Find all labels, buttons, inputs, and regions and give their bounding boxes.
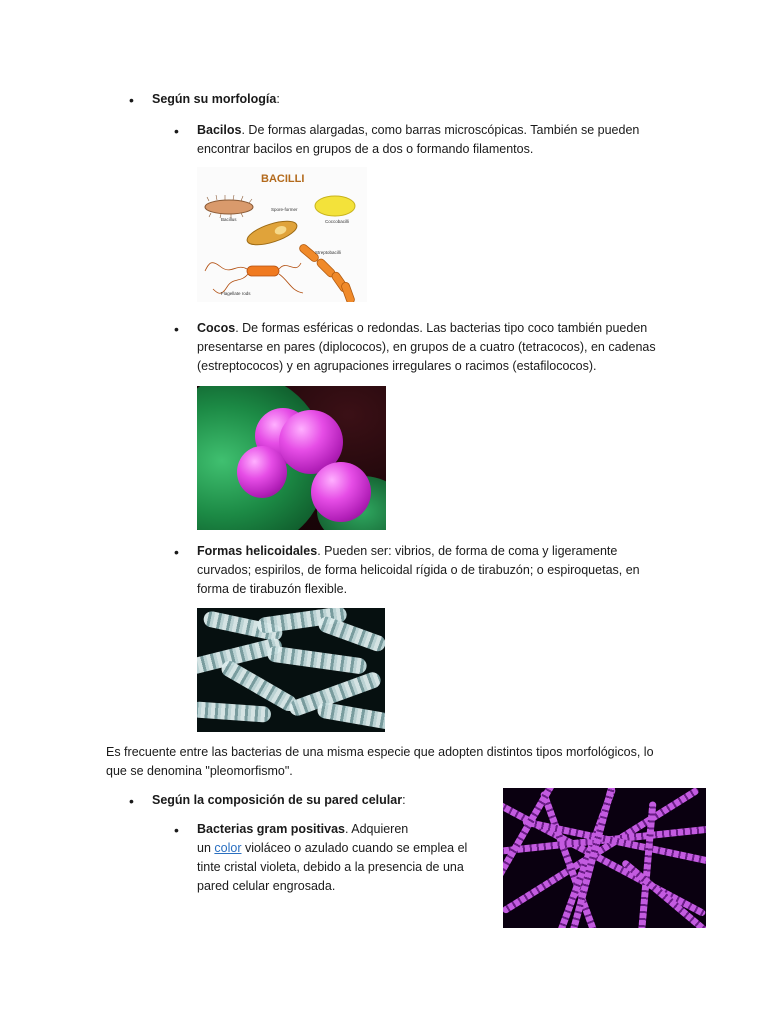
spirillum [316,615,385,654]
bacteria-chain [570,788,618,928]
helicoidales-paragraph-line-1 [197,542,617,561]
bullet: • [174,321,179,337]
cocos-paragraph-line-2: presentarse en pares (diplococos), en grupos de a cuatro (tetracocos), en cadenas [197,340,656,354]
helicoidales-text: . Pueden ser: vibrios, de forma de coma y ligeramente [317,544,618,558]
bacillus-cell [205,200,253,214]
heading-text: Según su morfología [152,92,277,106]
cocos-paragraph-line-1 [197,319,647,338]
bacilli-label-coccobacilli: Coccobacilli [325,219,350,224]
cocci-micrograph [197,386,386,530]
bacilli-label-spore-former: Spore-former [271,207,298,212]
spirillum [266,645,367,675]
helicoidales-paragraph-line-3: forma de tirabuzón flexible. [197,582,348,596]
bacilos-paragraph-line-1 [197,121,639,140]
bullet: • [174,822,179,838]
coccobacilli-cell [315,196,355,216]
gram-positive-text: violáceo o azulado cuando se emplea el [241,841,468,855]
coccus [311,462,371,522]
bullet: • [129,92,134,108]
gram-positive-term: Bacterias gram positivas [197,822,345,836]
color-link[interactable]: color [214,841,242,855]
section-heading-morphology [152,90,280,109]
heading-suffix: : [276,92,280,106]
gram-positive-text: un [197,841,215,855]
cocos-paragraph-line-3: (estreptococos) y en agrupaciones irregulares o racimos (estafilococos). [197,359,597,373]
bacilli-label-bacillus: Bacillus [221,217,237,222]
gram-positive-line-3: tinte cristal violeta, debido a la presencia de una [197,860,464,874]
bacilli-illustration [197,167,367,302]
spirillum [197,701,271,723]
helicoidales-term: Formas helicoidales [197,544,318,558]
cocos-term: Cocos [197,321,236,335]
pleomorphism-line-2: que se denomina "pleomorfismo". [106,764,293,778]
gram-positive-line-1 [197,820,408,839]
bacilos-term: Bacilos [197,123,242,137]
gram-positive-line-2 [197,839,467,858]
bullet: • [129,793,134,809]
spirillum [316,701,385,731]
heading-text: Según la composición de su pared celular [152,793,403,807]
bacilli-label-flagellate-rods: Flagellate rods [221,291,251,296]
bullet: • [174,123,179,139]
gram-positive-micrograph [503,788,706,928]
section-heading-cell-wall [152,791,406,810]
flagellate-rod-cell [247,266,279,276]
bacilos-text: . De formas alargadas, como barras microscópicas. También se pueden [241,123,640,137]
pleomorphism-line-1: Es frecuente entre las bacterias de una misma especie que adopten distintos tipos morfológicos, lo [106,745,654,759]
gram-positive-text: . Adquieren [345,822,409,836]
bacilli-label-streptobacilli: Streptobacilli [315,250,341,255]
bullet: • [174,544,179,560]
cocos-text: . De formas esféricas o redondas. Las bacterias tipo coco también pueden [235,321,648,335]
bacilli-drawing [197,167,367,302]
gram-positive-line-4: pared celular engrosada. [197,879,336,893]
coccus [237,446,287,498]
spore-former-cell [244,216,299,249]
helical-micrograph [197,608,385,732]
bacilli-figure-title: BACILLI [261,173,305,185]
helicoidales-paragraph-line-2: curvados; espirilos, de forma helicoidal rígida o de tirabuzón; o espiroquetas, en [197,563,640,577]
heading-suffix: : [402,793,406,807]
bacilos-paragraph-line-2: encontrar bacilos en grupos de a dos o formando filamentos. [197,142,534,156]
bacteria-chain [621,859,706,928]
